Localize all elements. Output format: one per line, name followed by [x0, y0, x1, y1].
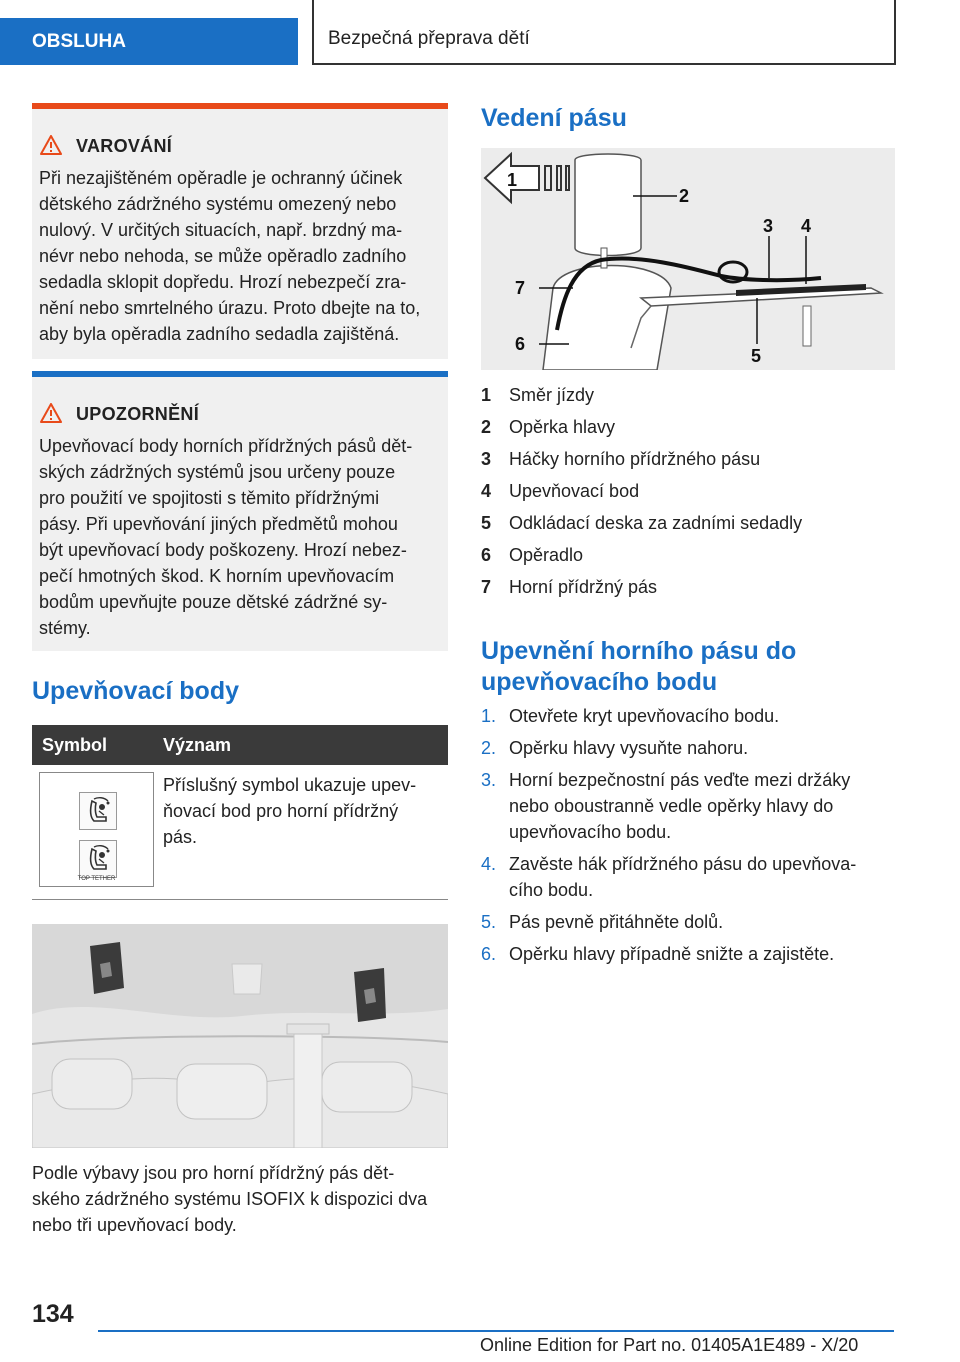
list-item	[481, 909, 895, 935]
list-item	[481, 446, 895, 478]
page-number: 134	[32, 1300, 74, 1328]
caution-box	[32, 371, 448, 651]
step-number: 2.	[481, 738, 497, 758]
text-line: nulový. V určitých situacích, např. brzdný ma-	[39, 220, 403, 240]
legend-number: 6	[481, 545, 492, 565]
legend-text: Odkládací deska za zadními sedadly	[509, 513, 803, 533]
rear-seat-photo	[32, 924, 448, 1148]
child-seat-tether-icon	[79, 840, 117, 878]
list-item	[481, 542, 895, 574]
text-line: pásy. Při upevňování jiných předmětů mohou	[39, 514, 398, 534]
table-row	[32, 765, 448, 900]
warning-text	[39, 165, 445, 347]
step-text: Horní bezpečnostní pás veďte mezi držáky	[509, 770, 851, 790]
caution-heading: UPOZORNĚNÍ	[76, 404, 200, 424]
diagram-label: 2	[679, 186, 690, 206]
text-line: aby byla opěradla zadního sedadla zajištěná.	[39, 324, 400, 344]
section-tab: OBSLUHA	[0, 18, 298, 65]
step-number: 5.	[481, 912, 497, 932]
text-line: Podle výbavy jsou pro horní přídržný pás dět-	[32, 1163, 395, 1183]
text-line: névr nebo nehoda, se může opěradlo zadního	[39, 246, 407, 266]
diagram-label: 4	[801, 216, 812, 236]
symbol-cell	[39, 772, 154, 887]
text-line: bodům upevňujte pouze dětské zádržné sy-	[39, 592, 388, 612]
warning-heading-row	[40, 135, 172, 157]
list-item	[481, 735, 895, 761]
step-text: nebo oboustranně vedle opěrky hlavy do	[509, 796, 834, 816]
list-item	[481, 382, 895, 414]
text-line: sedadla sklopit dopředu. Hrozí nebezpečí zra-	[39, 272, 407, 292]
legend-text: Háčky horního přídržného pásu	[509, 449, 761, 469]
text-line: Příslušný symbol ukazuje upev-	[163, 775, 417, 795]
legend-number: 3	[481, 449, 492, 469]
list-item	[481, 414, 895, 446]
step-text: Pás pevně přitáhněte dolů.	[509, 912, 724, 932]
legend-text: Opěradlo	[509, 545, 584, 565]
step-text: Zavěste hák přídržného pásu do upevňova-	[509, 854, 857, 874]
text-line: Upevňovací body horních přídržných pásů dět-	[39, 436, 413, 456]
section-heading-attach-belt	[481, 636, 796, 698]
section-heading-belt-routing: Vedení pásu	[481, 104, 627, 132]
legend-text: Upevňovací bod	[509, 481, 640, 501]
diagram-label: 6	[515, 334, 526, 354]
symbol-table-header	[32, 725, 448, 765]
text-line: stémy.	[39, 618, 91, 638]
diagram-label: 7	[515, 278, 526, 298]
footer-edition-text: Online Edition for Part no. 01405A1E489 - X/20	[480, 1335, 859, 1355]
legend-text: Směr jízdy	[509, 385, 595, 405]
list-item	[481, 941, 895, 967]
warning-heading: VAROVÁNÍ	[76, 136, 173, 156]
step-text: Opěrku hlavy případně snižte a zajistěte.	[509, 944, 835, 964]
list-item	[481, 703, 895, 729]
column-header-symbol: Symbol	[42, 735, 108, 755]
text-line: ňovací bod pro horní přídržný	[163, 801, 399, 821]
symbol-description	[163, 772, 433, 850]
caution-heading-row	[40, 403, 199, 425]
text-line: pečí hmotných škod. K horním upevňovacím	[39, 566, 395, 586]
legend-number: 1	[481, 385, 492, 405]
step-number: 1.	[481, 706, 497, 726]
step-text: Otevřete kryt upevňovacího bodu.	[509, 706, 780, 726]
legend-number: 7	[481, 577, 492, 597]
text-line: ského zádržného systému ISOFIX k dispozici dva	[32, 1189, 428, 1209]
top-tether-label: TOP TETHER	[77, 876, 116, 882]
step-number: 3.	[481, 770, 497, 790]
child-seat-tether-icon	[79, 792, 117, 830]
legend-number: 5	[481, 513, 492, 533]
list-item	[481, 767, 895, 845]
diagram-label: 5	[751, 346, 762, 366]
list-item	[481, 478, 895, 510]
legend-text: Horní přídržný pás	[509, 577, 658, 597]
list-item	[481, 851, 895, 903]
legend-number: 2	[481, 417, 492, 437]
footer-divider	[98, 1330, 894, 1332]
diagram-label: 1	[507, 170, 518, 190]
caution-text	[39, 433, 445, 641]
warning-triangle-icon	[40, 403, 62, 423]
diagram-legend	[481, 382, 895, 606]
list-item	[481, 510, 895, 542]
list-item	[481, 574, 895, 606]
step-text: Opěrku hlavy vysuňte nahoru.	[509, 738, 749, 758]
text-line: být upevňovací body poškozeny. Hrozí nebez-	[39, 540, 407, 560]
step-text: cího bodu.	[509, 880, 594, 900]
legend-number: 4	[481, 481, 492, 501]
step-text: upevňovacího bodu.	[509, 822, 672, 842]
text-line: ských zádržných systémů jsou určeny pouze	[39, 462, 396, 482]
text-line: nebo tři upevňovací body.	[32, 1215, 237, 1235]
chapter-title: Bezpečná přeprava dětí	[328, 28, 530, 49]
diagram-label: 3	[763, 216, 774, 236]
text-line: nění nebo smrtelného úrazu. Proto dbejte na to,	[39, 298, 421, 318]
text-line: dětského zádržného systému omezený nebo	[39, 194, 397, 214]
step-number: 4.	[481, 854, 497, 874]
belt-routing-diagram	[481, 148, 895, 370]
heading-line: upevňovacího bodu	[481, 668, 718, 696]
warning-box	[32, 103, 448, 359]
legend-text: Opěrka hlavy	[509, 417, 616, 437]
heading-line: Upevnění horního pásu do	[481, 637, 797, 665]
section-heading-anchor-points: Upevňovací body	[32, 677, 239, 705]
instruction-steps	[481, 703, 895, 973]
text-line: pro použití ve spojitosti s těmito přídržnými	[39, 488, 380, 508]
chapter-title-box	[312, 0, 896, 65]
step-number: 6.	[481, 944, 497, 964]
column-header-meaning: Význam	[163, 735, 232, 755]
warning-triangle-icon	[40, 135, 62, 155]
text-line: Při nezajištěném opěradle je ochranný účinek	[39, 168, 403, 188]
text-line: pás.	[163, 827, 198, 847]
photo-caption	[32, 1160, 452, 1238]
